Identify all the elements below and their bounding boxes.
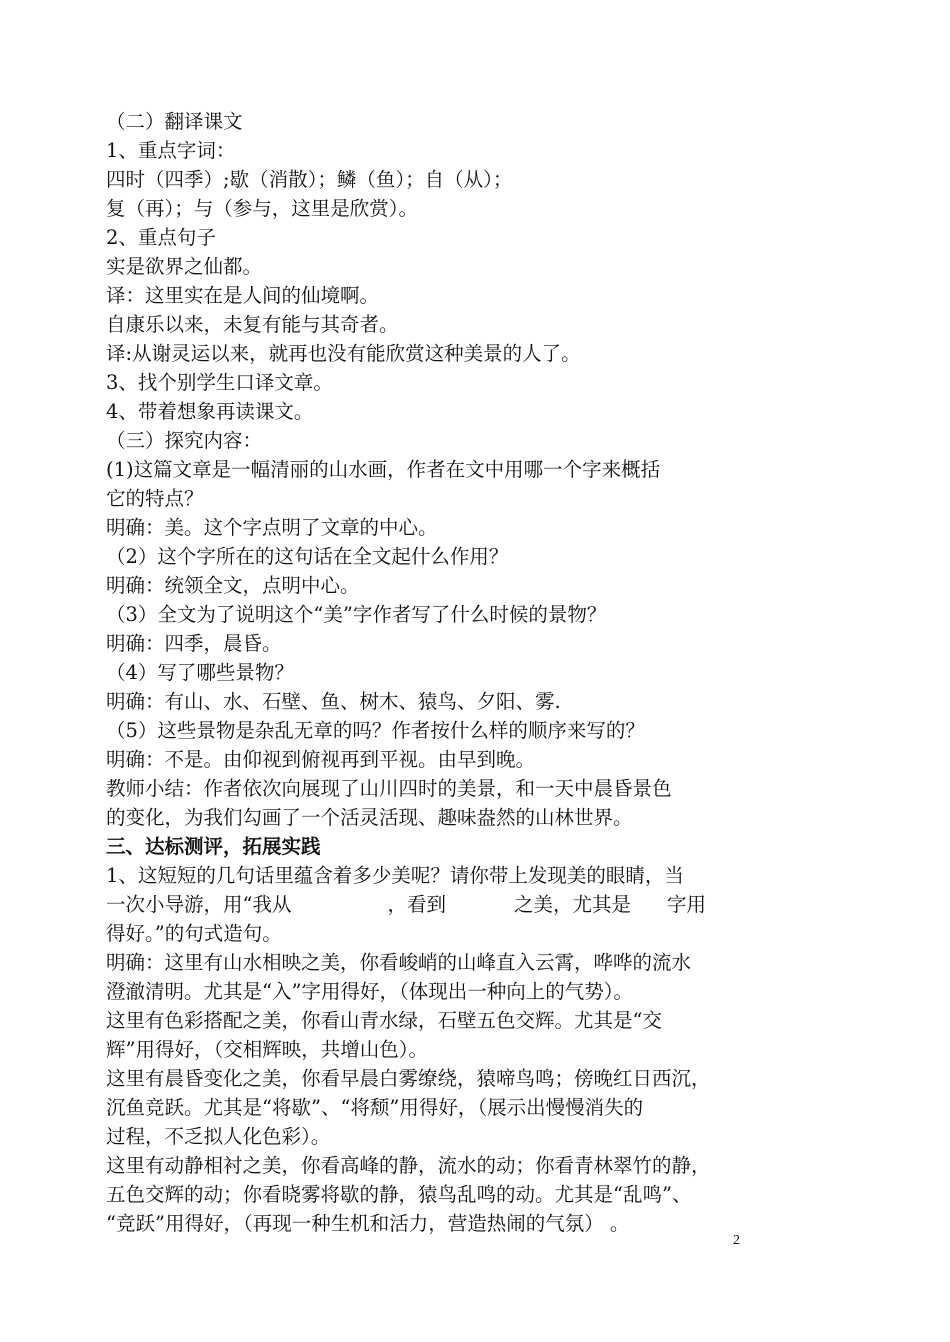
text-line: （2）这个字所在的这句话在全文起什么作用？ (106, 545, 509, 568)
section-heading-explore: （三）探究内容： (106, 429, 263, 452)
text-line: (1)这篇文章是一幅清丽的山水画，作者在文中用哪一个字来概括 (106, 458, 661, 481)
text-line: 1、这短短的几句话里蕴含着多少美呢？请你带上发现美的眼睛，当 (106, 864, 684, 887)
text-fragment: ，看到 (387, 893, 446, 916)
text-line: 4、带着想象再读课文。 (106, 400, 314, 423)
text-line: 教师小结：作者依次向展现了山川四时的美景，和一天中晨昏景色 (106, 777, 672, 800)
text-line: 澄澈清明。尤其是“入”字用得好，（体现出一种向上的气势）。 (106, 980, 633, 1003)
text-fragment: 一次小导游，用“我从 (106, 893, 292, 916)
text-line: 这里有动静相衬之美，你看高峰的静，流水的动；你看青林翠竹的静， (106, 1154, 711, 1177)
text-line: 明确：统领全文，点明中心。 (106, 574, 360, 597)
text-line: 四时（四季）;歇（消散）；鳞（鱼）；自（从）； (106, 168, 513, 191)
text-line: 得好。”的句式造句。 (106, 922, 282, 945)
text-line: 明确：有山、水、石壁、鱼、树木、猿鸟、夕阳、雾. (106, 690, 561, 713)
text-line: 明确：这里有山水相映之美，你看峻峭的山峰直入云霄，哗哗的流水 (106, 951, 692, 974)
fill-in-sentence-line (106, 891, 706, 919)
text-line: 译:从谢灵运以来，就再也没有能欣赏这种美景的人了。 (106, 342, 581, 365)
text-line: 1、重点字词： (106, 139, 236, 162)
text-line: 译：这里实在是人间的仙境啊。 (106, 284, 380, 307)
text-line: 自康乐以来，未复有能与其奇者。 (106, 313, 399, 336)
text-line: 它的特点？ (106, 487, 204, 510)
text-line: “竞跃”用得好，（再现一种生机和活力，营造热闹的气氛） 。 (106, 1212, 630, 1235)
text-line: （4）写了哪些景物？ (106, 661, 294, 684)
text-line: 实是欲界之仙都。 (106, 255, 263, 278)
text-line: 过程，不乏拟人化色彩）。 (106, 1125, 331, 1148)
text-line: 明确：美。这个字点明了文章的中心。 (106, 516, 438, 539)
text-line: 这里有色彩搭配之美，你看山青水绿，石壁五色交辉。尤其是“交 (106, 1009, 662, 1032)
text-line: （3）全文为了说明这个“美”字作者写了什么时候的景物？ (106, 603, 607, 626)
text-line: 明确：四季，晨昏。 (106, 632, 282, 655)
section-heading-practice: 三、达标测评，拓展实践 (106, 835, 321, 858)
text-fragment: 之美，尤其是 (514, 893, 632, 916)
text-line: 辉”用得好，（交相辉映，共增山色）。 (106, 1038, 428, 1061)
text-line: 沉鱼竞跃。尤其是“将歇”、“将颓”用得好，（展示出慢慢消失的 (106, 1096, 644, 1119)
text-line: 五色交辉的动；你看晓雾将歇的静，猿鸟乱鸣的动。尤其是“乱鸣”、 (106, 1183, 692, 1206)
text-fragment: 字用 (667, 893, 707, 916)
text-line: （5）这些景物是杂乱无章的吗？作者按什么样的顺序来写的？ (106, 719, 645, 742)
text-line: 的变化，为我们勾画了一个活灵活现、趣味盎然的山林世界。 (106, 806, 633, 829)
text-line: 2、重点句子 (106, 226, 216, 249)
page-number: 2 (733, 1233, 740, 1248)
text-line: 复（再）；与（参与，这里是欣赏）。 (106, 197, 419, 220)
text-line: 3、找个别学生口译文章。 (106, 371, 333, 394)
text-line: 明确：不是。由仰视到俯视再到平视。由早到晚。 (106, 748, 536, 771)
text-line: 这里有晨昏变化之美，你看早晨白雾缭绕，猿啼鸟鸣；傍晚红日西沉， (106, 1067, 711, 1090)
section-heading-translate: （二）翻译课文 (106, 110, 243, 133)
